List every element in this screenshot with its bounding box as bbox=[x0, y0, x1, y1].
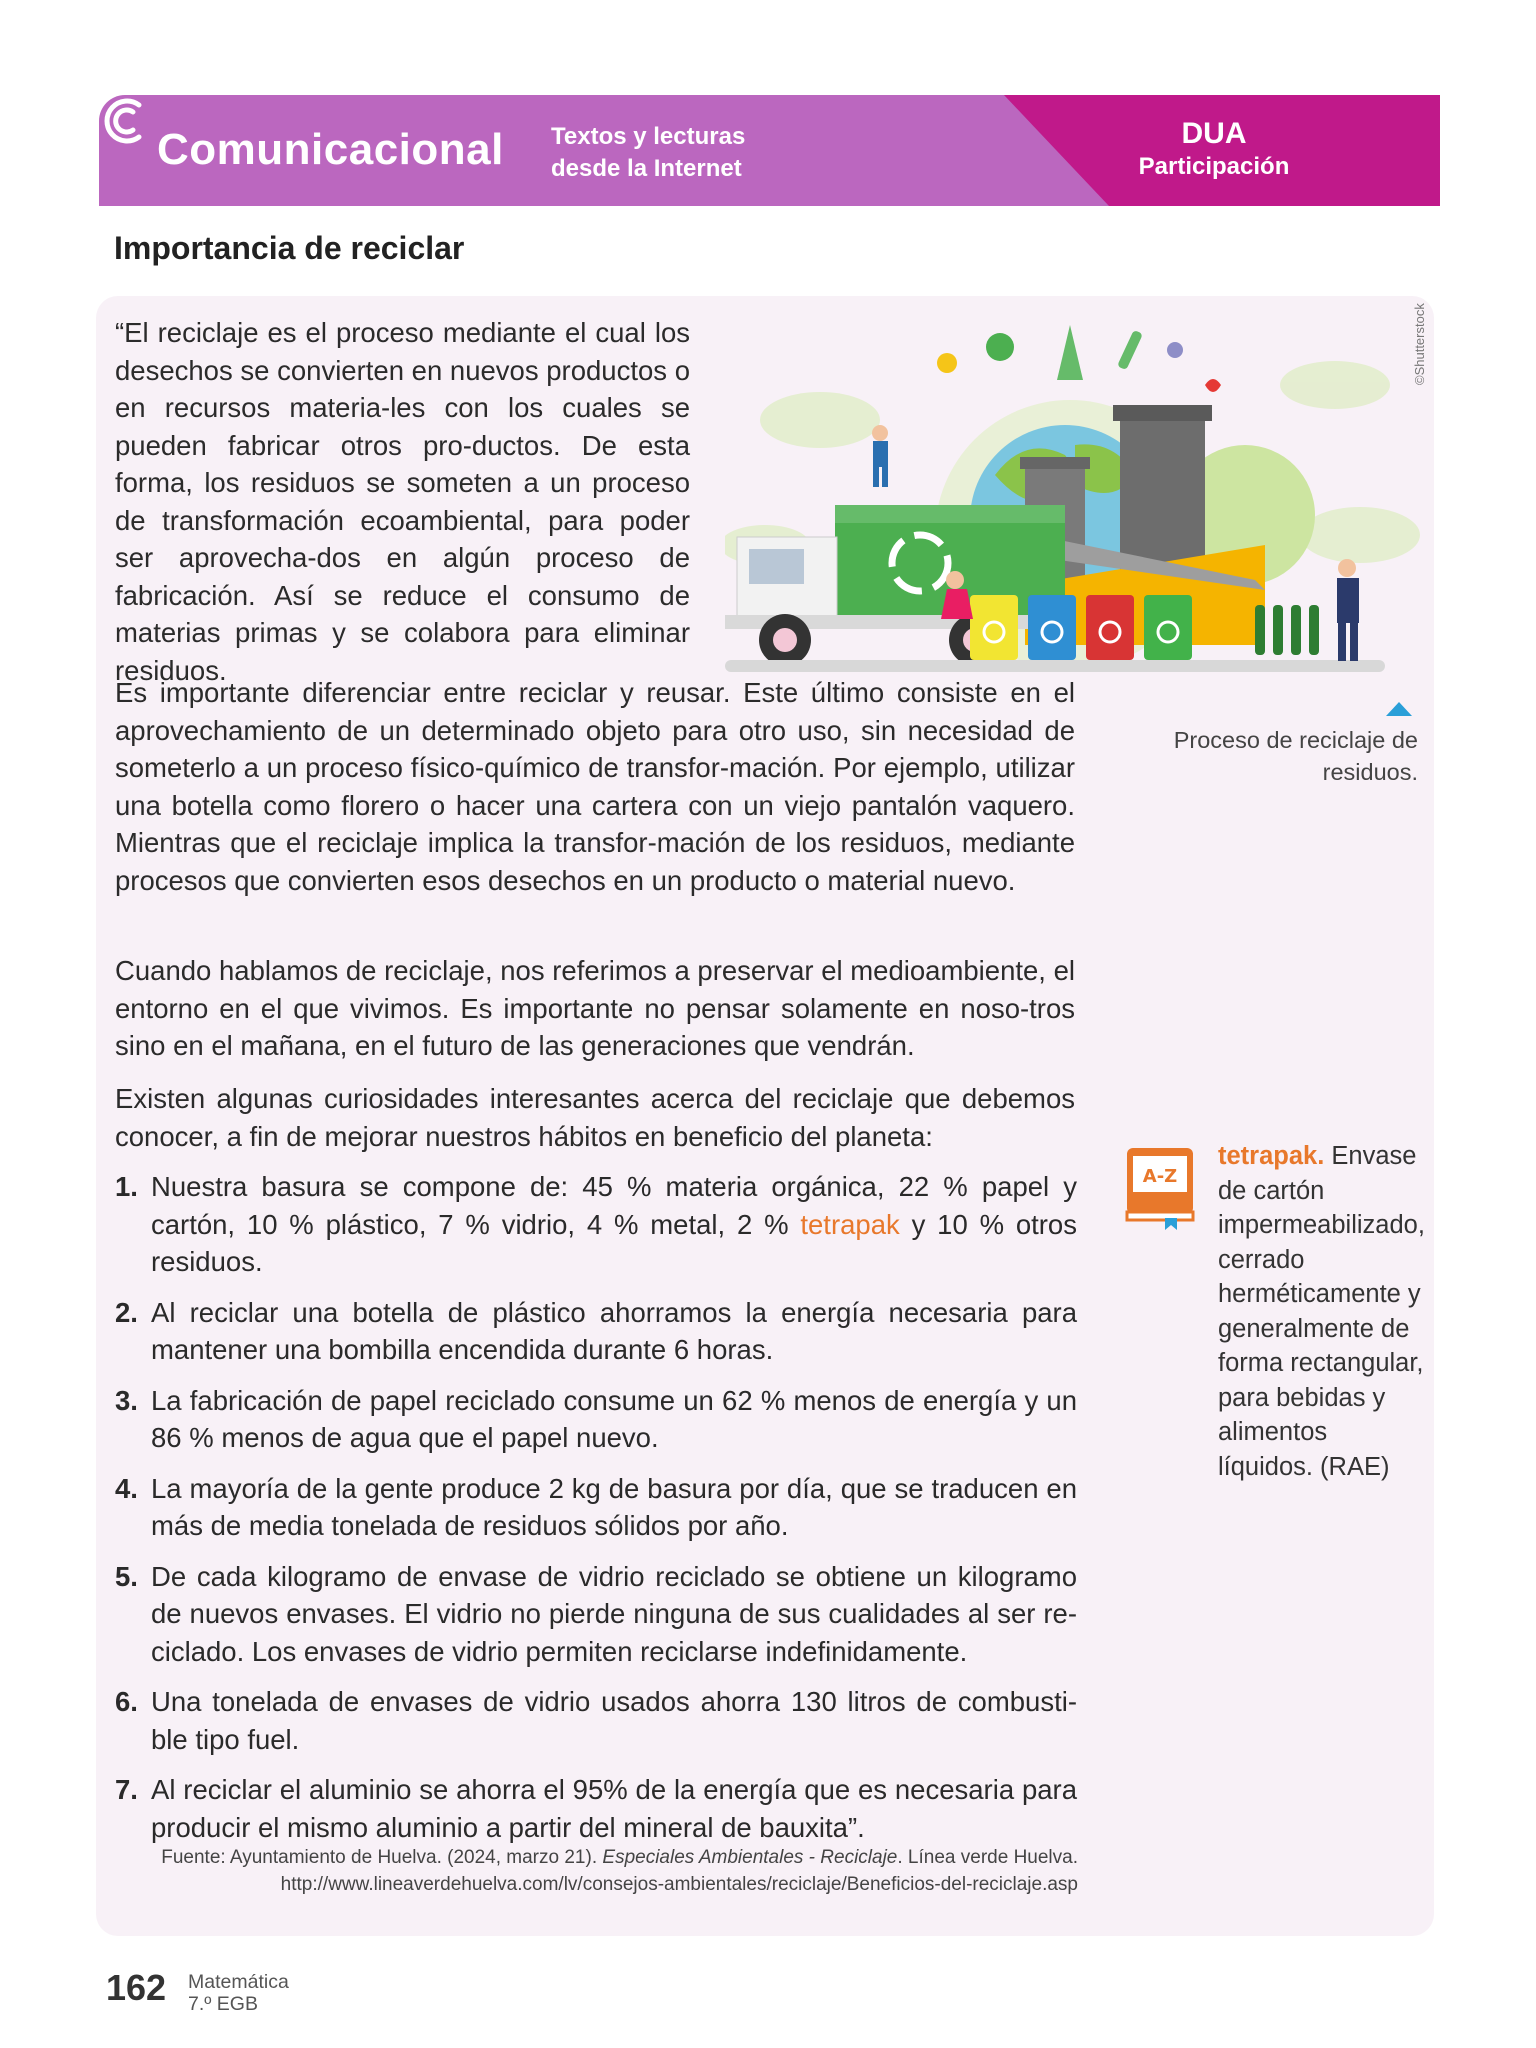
dua-badge-title: DUA bbox=[1181, 117, 1247, 150]
dua-badge bbox=[1109, 117, 1319, 183]
header-title: Comunicacional bbox=[157, 125, 504, 174]
caption-pointer-icon bbox=[1386, 702, 1412, 716]
glossary-entry bbox=[1124, 1139, 1429, 1484]
footer-grade: 7.º EGB bbox=[188, 1993, 258, 2015]
bottle-icon bbox=[1117, 330, 1143, 370]
list-item: 1. Nuestra basura se compone de: 45 % materia orgánica, 22 % papel y cartón, 10 % plástico, 7 % vidrio, 4 % metal, 2 % tetrapak y 10 % otros residuos. bbox=[115, 1171, 1077, 1277]
curiosities-list bbox=[115, 1168, 1077, 1859]
gear-icon bbox=[1167, 342, 1183, 358]
list-item: 4. La mayoría de la gente produce 2 kg de basura por día, que se traducen en más de media tonelada de residuos sólidos por año. bbox=[115, 1472, 1077, 1541]
tetrapak-highlight: tetrapak bbox=[800, 1208, 900, 1240]
image-caption: Proceso de reciclaje de residuos. bbox=[1173, 727, 1418, 785]
footer-subject-name: Matemática bbox=[188, 1971, 289, 1993]
section-title: Importancia de reciclar bbox=[114, 230, 465, 266]
header-subtitle-line2: desde la Internet bbox=[551, 155, 742, 182]
glossary-definition: Envase de cartón impermeabilizado, cerrado herméticamente y generalmente de forma rectangular, para bebidas y alimentos líquidos. (RAE) bbox=[1218, 1142, 1425, 1481]
paragraph-2: Es importante diferenciar entre reciclar y reusar. Este último consiste en el aprovechamiento de un determinado objeto para otro uso, sin necesidad de someterlo a un proceso físico-químico de transfor-mación. Por ejemplo, utilizar una botella como florero o hacer una cartera con un viejo pantalón vaquero. Mientras que el reciclaje implica la transfor-mación de los residuos, mediante procesos que convierten esos desechos en un producto o material nuevo. bbox=[115, 677, 1075, 896]
businessman-figure bbox=[1337, 559, 1359, 661]
header-subtitle-line1: Textos y lecturas bbox=[551, 123, 746, 150]
dictionary-label: A-Z bbox=[1142, 1166, 1178, 1187]
glossary-term: tetrapak. bbox=[1218, 1142, 1325, 1170]
paragraph-1: “El reciclaje es el proceso mediante el cual los desechos se convierten en nuevos productos o en recursos materia-les con los cuales se pueden fabricar otros pro-ductos. De esta forma, los residuos se someten a un proceso de transformación ecoambiental, para poder ser aprovecha-dos en algún proceso de fabricación. Así se reduce el consumo de materias primas y se colabora para eliminar residuos. bbox=[115, 317, 690, 686]
list-item: 3. La fabricación de papel reciclado consume un 62 % menos de energía y un 86 % menos de agua que el papel nuevo. bbox=[115, 1384, 1077, 1453]
source-citation: Fuente: Ayuntamiento de Huelva. (2024, marzo 21). Especiales Ambientales - Reciclaje. Línea verde Huelva. http://www.lineaverdehuelva.com/lv/consejos-ambientales/reciclaje/Beneficios-del-reciclaje.asp bbox=[161, 1847, 1078, 1895]
heart-icon bbox=[1205, 379, 1221, 392]
list-item: 5. De cada kilogramo de envase de vidrio reciclado se obtiene un kilogramo de nuevos envases. El vidrio no pierde ninguna de sus cualidades al ser re-ciclado. Los envases de vidrio permiten reciclarse indefinidamente. bbox=[115, 1560, 1077, 1667]
tree-icon bbox=[1057, 325, 1083, 380]
worker-figure bbox=[872, 425, 888, 487]
page-number: 162 bbox=[106, 1967, 167, 2008]
dua-badge-subtitle: Participación bbox=[1138, 153, 1290, 180]
list-item: 2. Al reciclar una botella de plástico ahorramos la energía necesaria para mantener una bombilla encendida durante 6 horas. bbox=[115, 1296, 1077, 1365]
paragraph-4: Existen algunas curiosidades interesantes acerca del reciclaje que debemos conocer, a fin de mejorar nuestros hábitos en beneficio del planeta: bbox=[115, 1083, 1075, 1152]
comunicacional-logo-icon bbox=[99, 95, 151, 147]
recycling-process-illustration bbox=[725, 305, 1425, 685]
lightbulb-icon bbox=[937, 353, 957, 373]
header-subtitle bbox=[551, 121, 811, 185]
footer-subject bbox=[188, 1971, 289, 2015]
image-credit: ©Shutterstock bbox=[1412, 303, 1427, 385]
header-banner bbox=[99, 95, 1440, 206]
list-item: 6. Una tonelada de envases de vidrio usados ahorra 130 litros de combusti-ble tipo fuel. bbox=[115, 1686, 1077, 1755]
recycle-leaf-icon bbox=[986, 333, 1014, 361]
list-item: 7. Al reciclar el aluminio se ahorra el 95% de la energía que es necesaria para producir el mismo aluminio a partir del mineral de bauxita”. bbox=[115, 1774, 1077, 1843]
paragraph-3: Cuando hablamos de reciclaje, nos referimos a preservar el medioambiente, el entorno en el que vivimos. Es importante no pensar solamente en noso-tros sino en el mañana, en el futuro de las generaciones que vendrán. bbox=[115, 955, 1075, 1061]
